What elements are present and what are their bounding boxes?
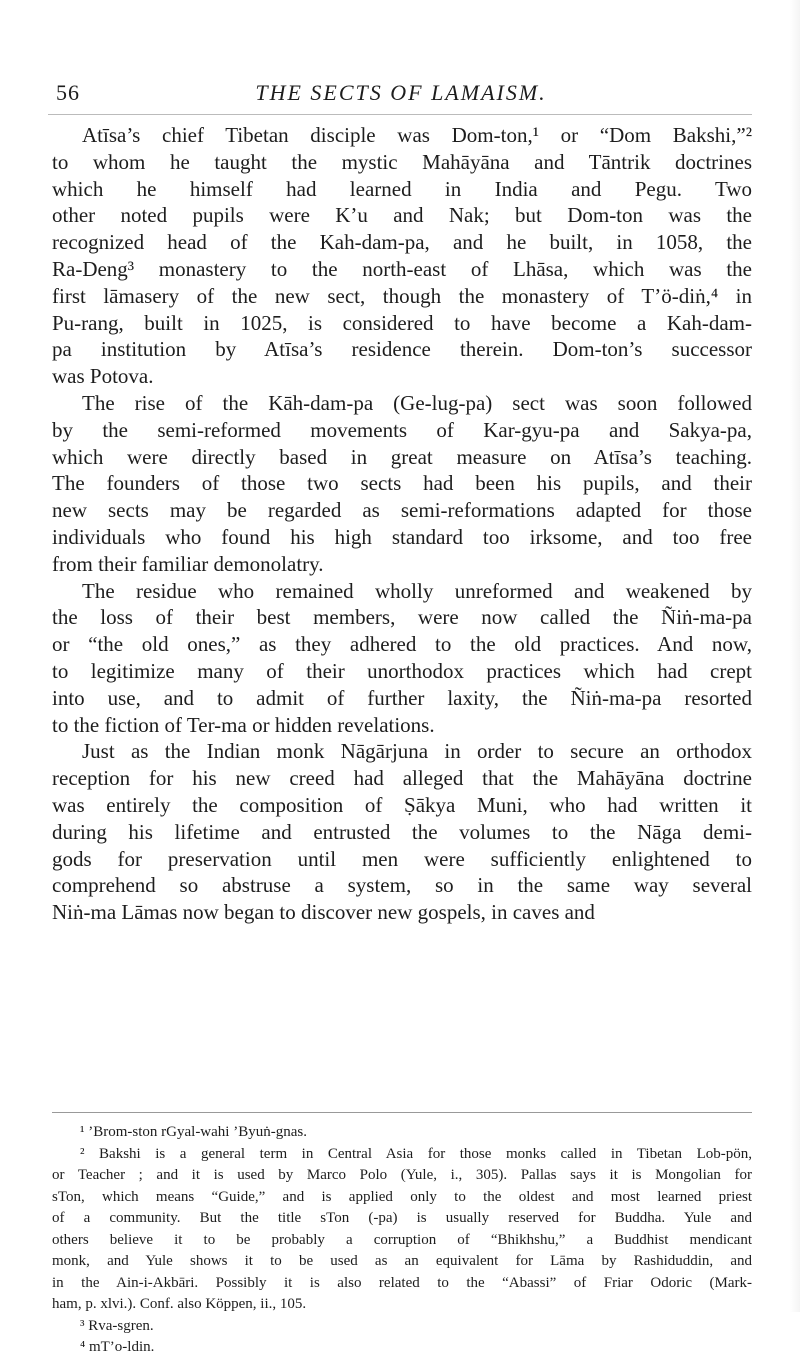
text-line: which were directly based in great measure on Atīsa’s teaching. [52, 444, 752, 469]
text-line: into use, and to admit of further laxity, the Ñiṅ-ma-pa resorted [52, 685, 752, 710]
text-line: Atīsa’s chief Tibetan disciple was Dom-ton,¹ or “Dom Bakshi,”² [82, 123, 752, 147]
footnote-line: ⁴ mT’o-ldin. [80, 1339, 155, 1355]
text-line: pa institution by Atīsa’s residence therein. Dom-ton’s successor [52, 337, 752, 362]
footnote [52, 1144, 752, 1316]
text-line: The founders of those two sects had been his pupils, and their [52, 471, 752, 496]
footnote-line: sTon, which means “Guide,” and is applied only to the oldest and most learned priest [52, 1188, 752, 1205]
text-line: recognized head of the Kah-dam-pa, and he built, in 1058, the [52, 230, 752, 255]
paragraph [52, 738, 752, 926]
footnotes [52, 1122, 752, 1359]
text-line: new sects may be regarded as semi-reformations adapted for those [52, 498, 752, 523]
footnote-line: ² Bakshi is a general term in Central Asia for those monks called in Tibetan Lob-pön, [80, 1145, 752, 1162]
text-line: the loss of their best members, were now called the Ñiṅ-ma-pa [52, 605, 752, 630]
footnote [52, 1122, 752, 1144]
footnote-line: others believe it to be probably a corruption of “Bhikhshu,” a Buddhist mendicant [52, 1231, 752, 1248]
page-header [56, 80, 746, 112]
text-line: other noted pupils were K’u and Nak; but Dom-ton was the [52, 203, 752, 228]
text-line: individuals who found his high standard too irksome, and too free [52, 524, 752, 549]
text-line: to whom he taught the mystic Mahāyāna and Tāntrik doctrines [52, 149, 752, 174]
page-number: 56 [56, 80, 80, 105]
text-line: Pu-rang, built in 1025, is considered to have become a Kah-dam- [52, 310, 752, 335]
text-line: Niṅ-ma Lāmas now began to discover new gospels, in caves and [52, 900, 595, 925]
page-binding-shadow [790, 0, 800, 1312]
running-title: THE SECTS OF LAMAISM. [255, 80, 547, 105]
text-line: The rise of the Kāh-dam-pa (Ge-lug-pa) sect was soon followed [82, 390, 752, 415]
text-line: to legitimize many of their unorthodox practices which had crept [52, 658, 752, 683]
paragraph [52, 390, 752, 578]
footnote-line: ham, p. xlvi.). Conf. also Köppen, ii., 105. [52, 1296, 307, 1312]
text-line: by the semi-reformed movements of Kar-gyu-pa and Sakya-pa, [52, 417, 752, 442]
footnote-line: of a community. But the title sTon (-pa) is usually reserved for Buddha. Yule and [52, 1210, 752, 1226]
text-line: Just as the Indian monk Nāgārjuna in order to secure an orthodox [82, 739, 752, 764]
text-line: or “the old ones,” as they adhered to the old practices. And now, [52, 632, 752, 657]
header-rule [48, 114, 752, 115]
text-line: Ra-Deng³ monastery to the north-east of Lhāsa, which was the [52, 256, 752, 281]
footnote-line: in the Ain-i-Akbāri. Possibly it is also related to the “Abassi” of Friar Odoric (Mark- [52, 1274, 752, 1291]
paragraph [52, 578, 752, 739]
footnote [52, 1316, 752, 1338]
text-line: first lāmasery of the new sect, though the monastery of T’ö-diṅ,⁴ in [52, 283, 752, 308]
footnote-line: monk, and Yule shows it to be used as an equivalent for Lāma by Rashiduddin, and [52, 1253, 752, 1269]
text-line: was entirely the composition of Ṣākya Muni, who had written it [52, 792, 752, 817]
footnote [52, 1337, 752, 1359]
text-line: was Potova. [52, 364, 154, 389]
text-line: comprehend so abstruse a system, so in the same way several [52, 873, 752, 898]
text-line: The residue who remained wholly unreformed and weakened by [82, 578, 752, 603]
paragraph [52, 122, 752, 390]
body-text [52, 122, 752, 926]
text-line: gods for preservation until men were sufficiently enlightened to [52, 846, 752, 871]
text-line: reception for his new creed had alleged that the Mahāyāna doctrine [52, 766, 752, 791]
text-line: during his lifetime and entrusted the volumes to the Nāga demi- [52, 819, 752, 844]
text-line: which he himself had learned in India and Pegu. Two [52, 176, 752, 201]
footnote-line: ³ Rva-sgren. [80, 1317, 154, 1334]
footnote-line: or Teacher ; and it is used by Marco Polo (Yule, i., 305). Pallas says it is Mongolian for [52, 1167, 752, 1183]
text-line: to the fiction of Ter-ma or hidden revelations. [52, 712, 435, 737]
footnote-line: ¹ ’Brom-ston rGyal-wahi ’Byuṅ-gnas. [80, 1124, 307, 1140]
text-line: from their familiar demonolatry. [52, 551, 324, 576]
footnote-rule [52, 1112, 752, 1113]
